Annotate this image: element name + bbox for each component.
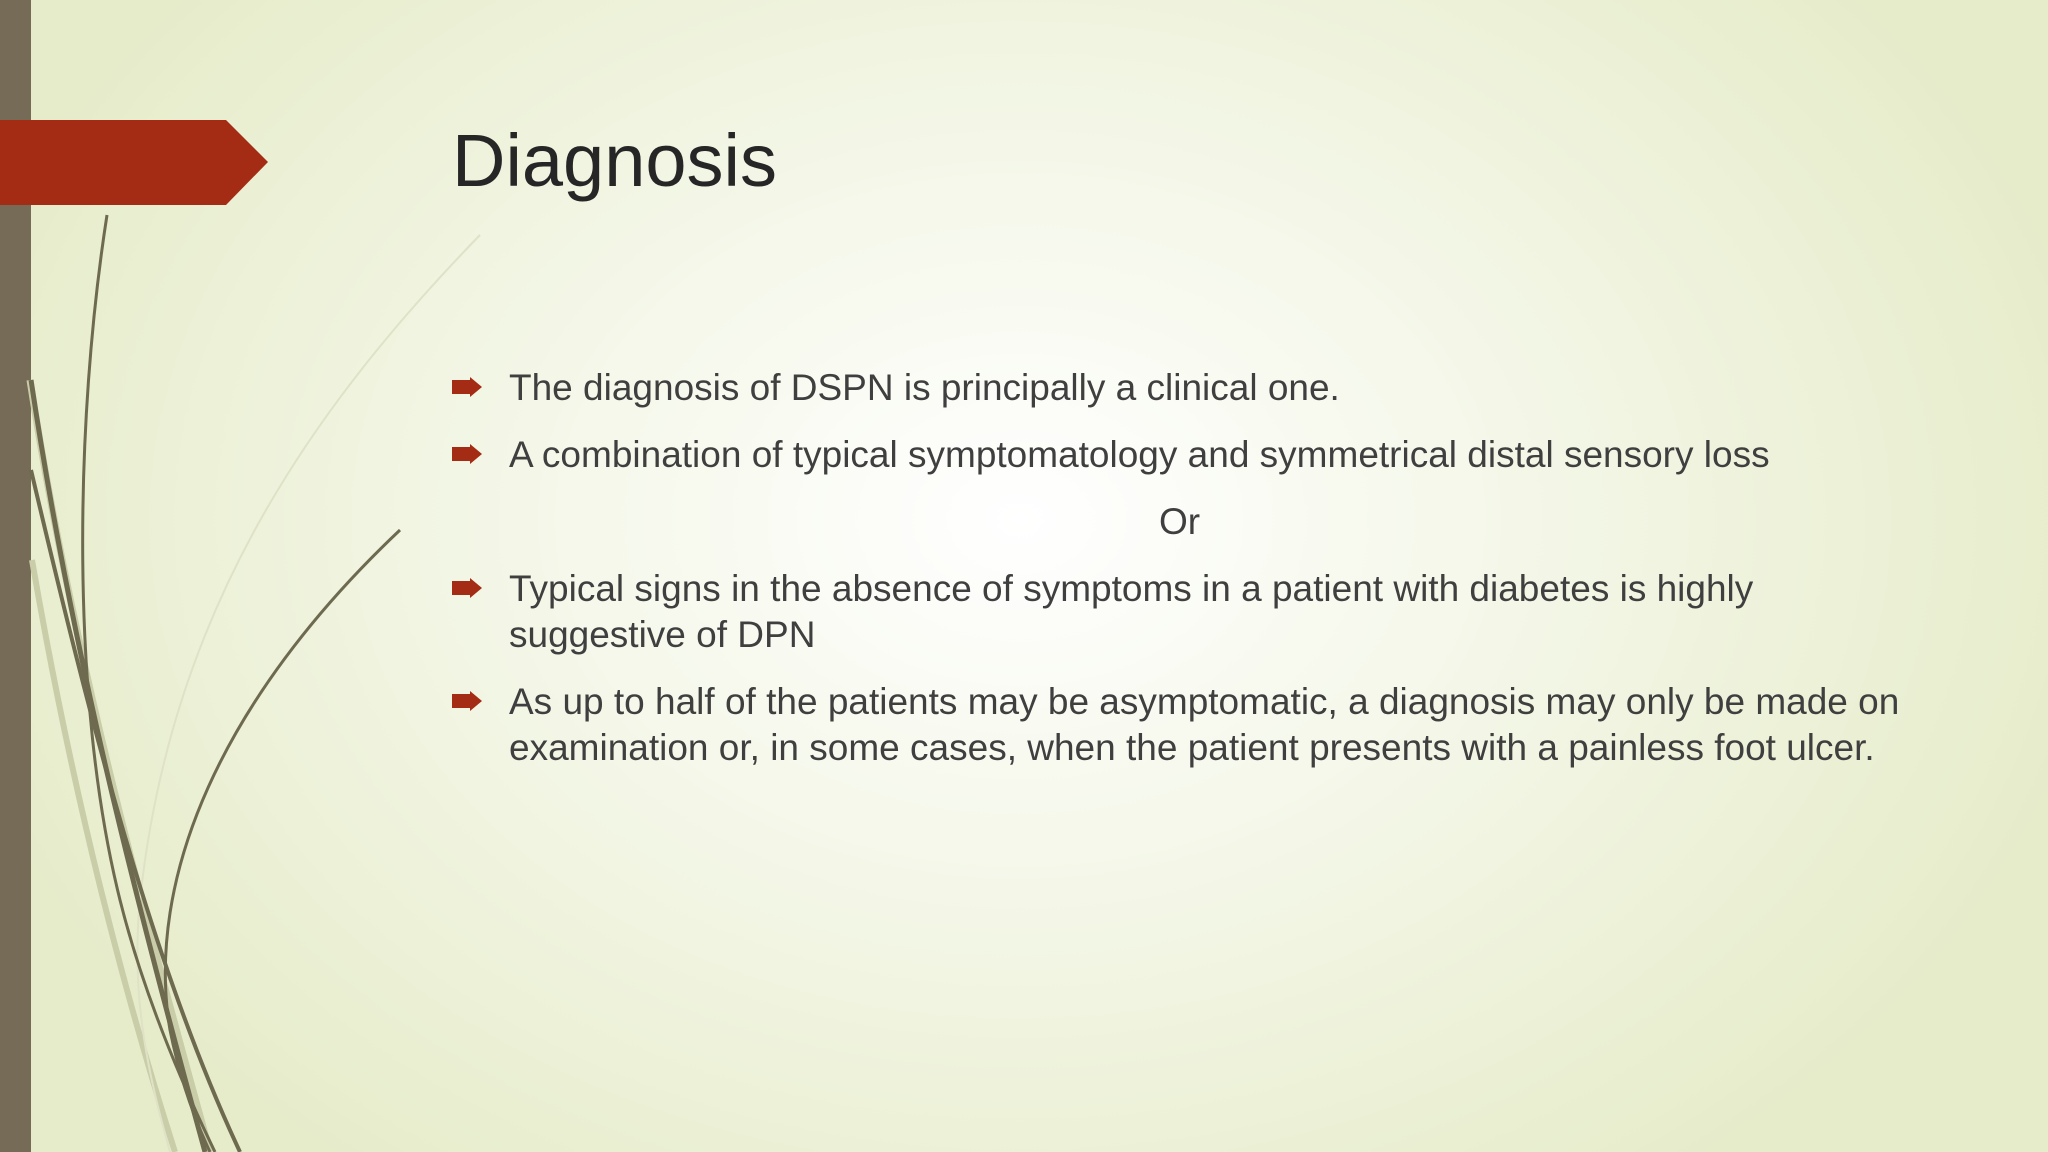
- arrow-bullet-icon: [452, 444, 482, 464]
- bullet-item: [452, 566, 1912, 658]
- bullet-text: Typical signs in the absence of symptoms in a patient with diabetes is highly suggestive of DPN: [509, 568, 1754, 655]
- arrow-bullet-icon: [452, 691, 482, 711]
- slide-title: Diagnosis: [452, 119, 777, 202]
- bullet-text: A combination of typical symptomatology and symmetrical distal sensory loss: [509, 434, 1770, 475]
- title-arrow-icon: [0, 120, 268, 205]
- arrow-bullet-icon: [452, 377, 482, 397]
- bullet-item: [452, 365, 1912, 411]
- bullet-text: As up to half of the patients may be asymptomatic, a diagnosis may only be made on examination or, in some cases, when the patient presents with a painless foot ulcer.: [509, 681, 1900, 768]
- bullet-text: The diagnosis of DSPN is principally a clinical one.: [509, 367, 1340, 408]
- arrow-bullet-icon: [452, 578, 482, 598]
- bullet-list: [452, 365, 1912, 792]
- separator-text: Or: [1158, 501, 1201, 542]
- bullet-item: [452, 432, 1912, 478]
- bullet-item: [452, 679, 1912, 771]
